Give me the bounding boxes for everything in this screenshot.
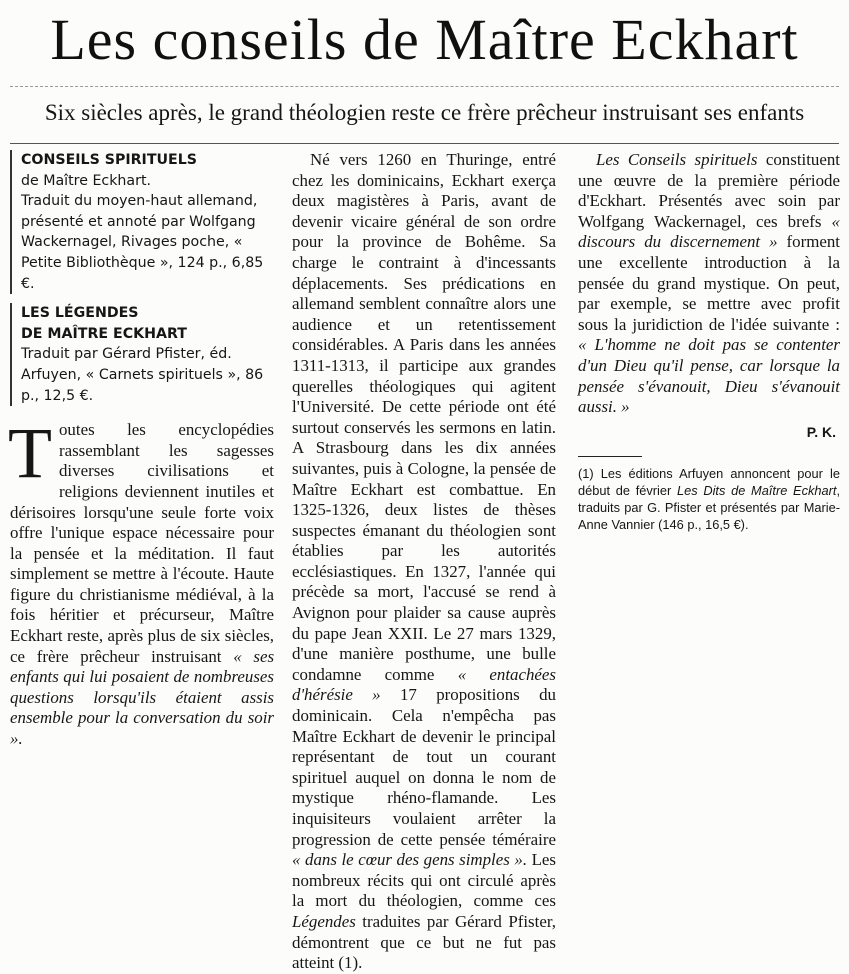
paragraph-1-text: outes les encyclopédies rassemblant les sagesses diverses civilisations et religions deviennent inutiles et dérisoires lorsqu'une seule forte voix offre l'unique espace nécessaire pour la pensée et la méditation. Il faut simplement se mettre à l'écoute. Haute figure du christianisme médiéval, à la fois héritier et précurseur, Maître Eckhart reste, après plus de six siècles, ce frère prêcheur instruisant (10, 420, 274, 666)
footnote-italic: Les Dits de Maître Eckhart (676, 482, 837, 498)
paragraph-3-quote-2: « L'homme ne doit pas se contenter d'un Dieu qu'il pense, car lorsque la pensée s'évanouit, Dieu s'évanouit aussi. » (578, 335, 840, 417)
paragraph-3 (578, 150, 840, 418)
paragraph-3-italic: Les Conseils spirituels (596, 150, 758, 169)
paragraph-2-italic: Légendes (292, 911, 356, 931)
paragraph-1-quote: « ses enfants qui lui posaient de nombreuses questions lorsqu'ils étaient assis ensemble pour la conversation du soir ». (10, 646, 275, 749)
columns-divider (10, 143, 839, 144)
drop-cap: T (8, 413, 52, 494)
book-info-1 (10, 150, 274, 294)
book-info-2 (10, 303, 274, 406)
paragraph-2-quote: « entachées d'hérésie » (292, 664, 556, 705)
book-title-1: CONSEILS SPIRITUELS (21, 152, 197, 168)
paragraph-3-text-b: forment une excellente introduction à la pensée du grand mystique. On peut, par exemple, se mettre avec profit sous la juridiction de l'idée suivante : (578, 232, 840, 334)
footnote-divider (578, 456, 642, 457)
paragraph-3-text-a: constituent une œuvre de la première période d'Eckhart. Présentés avec soin par Wolfgang Wackernagel, ces brefs (578, 150, 840, 231)
paragraph-2-text-c: Les nombreux récits qui ont circulé après la mort du théologien, comme ces (292, 850, 556, 911)
book-details-2: Traduit par Gérard Pfister, éd. Arfuyen, « Carnets spirituels », 86 p., 12,5 €. (21, 346, 264, 404)
footnote (578, 465, 840, 533)
paragraph-2-quote-2: « dans le cœur des gens simples ». (292, 850, 528, 870)
book-details-1: de Maître Eckhart. Traduit du moyen-haut allemand, présenté et annoté par Wolfgang Wackernagel, Rivages poche, « Petite Bibliothèque », 124 p., 6,85 €. (21, 172, 264, 292)
author-signature: P. K. (806, 423, 836, 440)
paragraph-3-quote: « discours du discernement » (578, 211, 840, 252)
column-3 (578, 150, 840, 533)
book-title-2: LES LÉGENDES DE MAÎTRE ECKHART (21, 305, 187, 342)
paragraph-2-text-d: traduites par Gérard Pfister, démontrent que ce but ne fut pas atteint (1). (292, 911, 556, 973)
footnote-text-b: , traduits par G. Pfister et présentés par Marie-Anne Vannier (146 p., 16,5 €). (578, 482, 840, 532)
paragraph-2-text-a: Né vers 1260 en Thuringe, entré chez les dominicains, Eckhart exerça deux magistères à Paris, avant de devenir vicaire général de son ordre pour la province de Bohême. Sa charge le contraint à d'incessants déplacements. Ses prédications en allemand semblent connaître alors une audience et un retentissement considérables. A Paris dans les années 1311-1313, il participe aux grandes querelles théologiques qui agitent l'Université. De cette période ont été surtout conservés les sermons en latin. A Strasbourg dans les dix années suivantes, puis à Cologne, la pensée de Maître Eckhart est combattue. En 1325-1326, deux listes de thèses suspectes émanant du théologien sont établies par les autorités ecclésiastiques. En 1327, l'année qui précède sa mort, l'accusé se rend à Avignon pour plaider sa cause auprès du pape Jean XXII. Le 27 mars 1329, d'une manière posthume, une bulle condamne comme (292, 150, 556, 684)
headline: Les conseils de Maître Eckhart (50, 7, 799, 72)
column-1 (10, 150, 274, 750)
paragraph-1 (8, 413, 275, 750)
column-2 (292, 150, 556, 974)
footnote-text-a: (1) Les éditions Arfuyen annoncent pour le début de février (578, 465, 840, 498)
paragraph-2-text-b: 17 propositions du dominicain. Cela n'empêcha pas Maître Eckhart de devenir le principal représentant de tout un courant spirituel auquel on donna le nom de mystique rhéno-flamande. Les inquisiteurs voulaient arrêter la progression de cette pensée téméraire (292, 685, 556, 849)
paragraph-2 (292, 150, 556, 974)
headline-divider (10, 86, 839, 87)
subheadline: Six siècles après, le grand théologien reste ce frère prêcheur instruisant ses enfants (44, 100, 805, 125)
